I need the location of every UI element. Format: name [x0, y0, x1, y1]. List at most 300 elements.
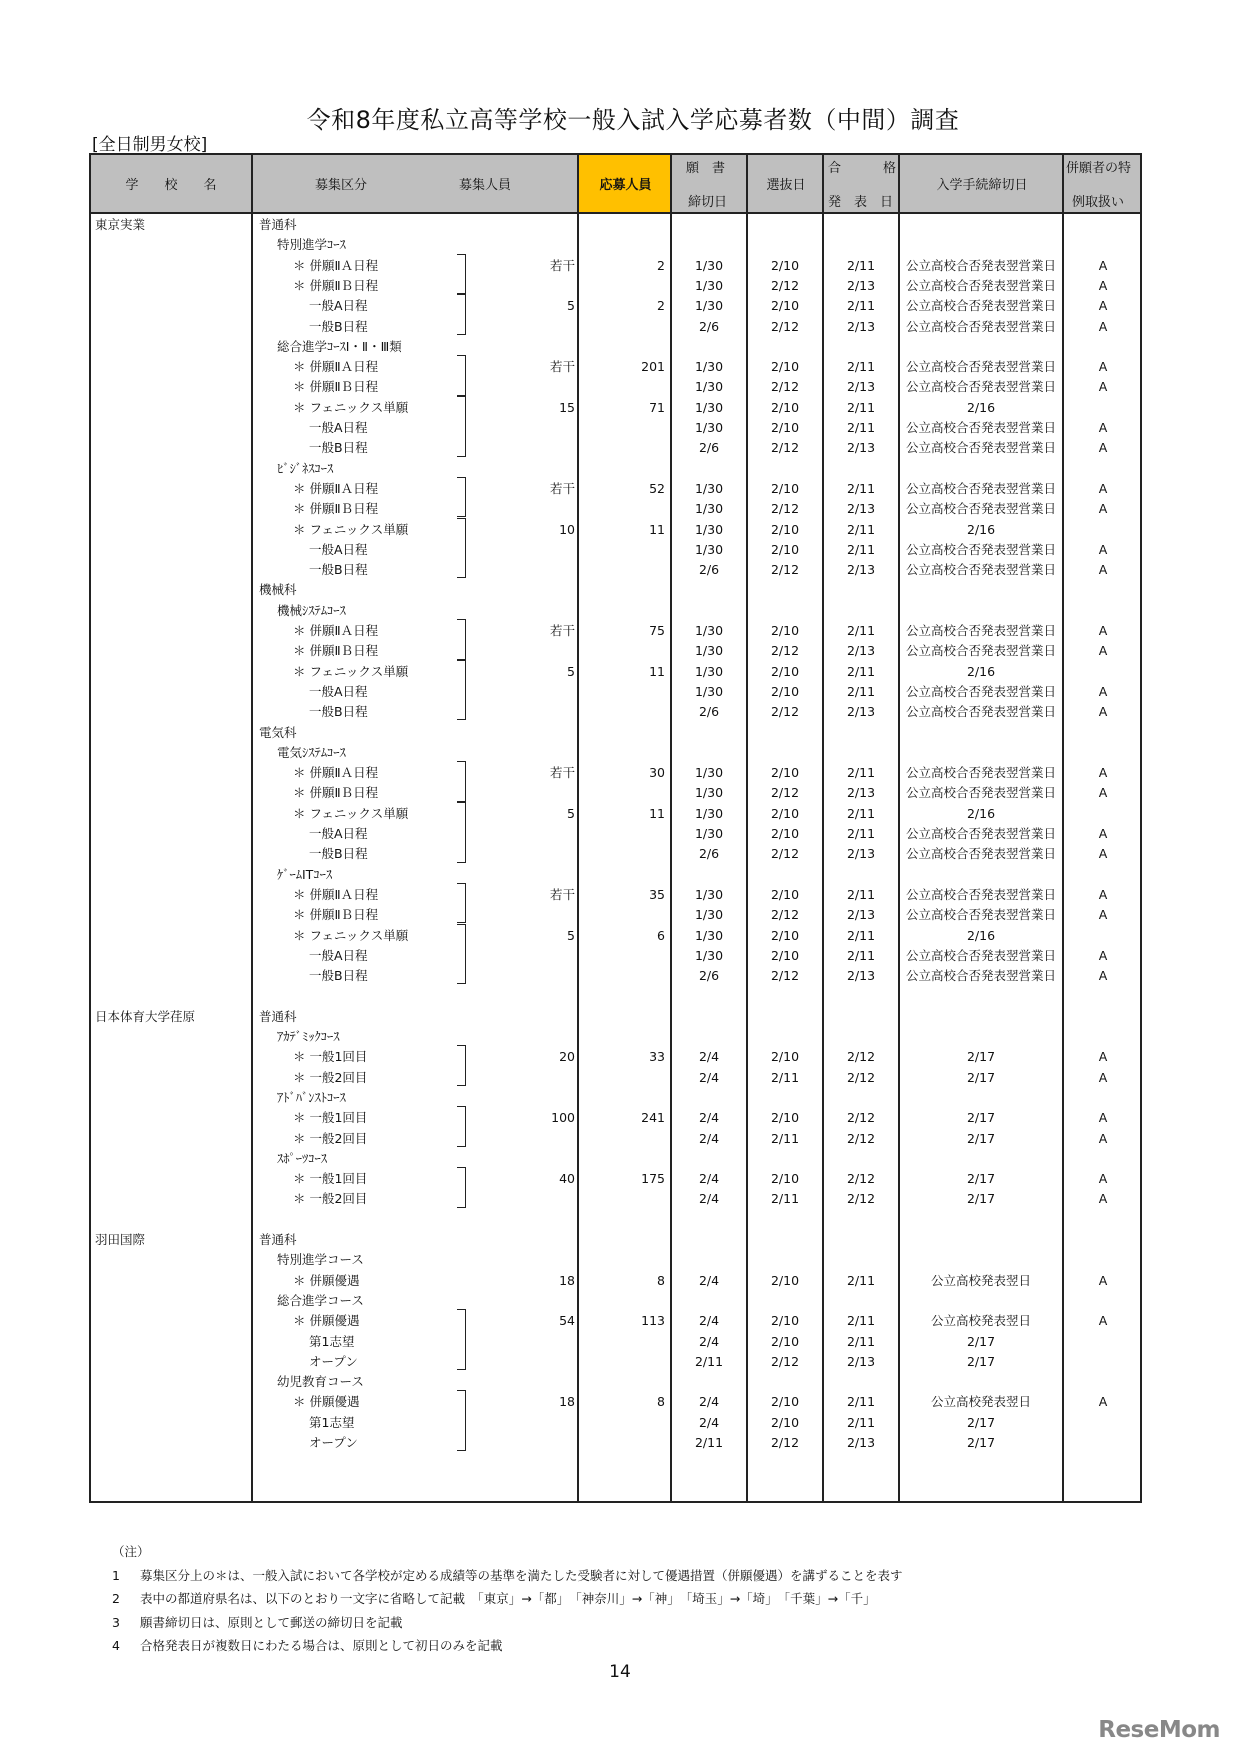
- deadline-cell: 2/4: [698, 1394, 720, 1410]
- deadline-cell: 1/30: [694, 298, 724, 314]
- table-row: [91, 1088, 1140, 1108]
- exam-date-cell: 2/10: [770, 623, 800, 638]
- enroll-deadline-cell: 2/16: [966, 521, 996, 537]
- enroll-deadline-cell: 2/17: [966, 1110, 996, 1126]
- enroll-deadline-cell: 公立高校合否発表翌営業日: [905, 704, 1056, 720]
- enroll-deadline-cell: 公立高校合否発表翌営業日: [905, 765, 1056, 781]
- enroll-deadline-cell: 公立高校合否発表翌営業日: [905, 907, 1056, 923]
- category-label: オープン: [309, 1353, 358, 1369]
- enroll-deadline-cell: 公立高校合否発表翌営業日: [905, 826, 1056, 841]
- category-label: 幼児教育コース: [277, 1374, 364, 1390]
- exam-date-cell: 2/10: [770, 886, 800, 902]
- table-row: [91, 641, 1140, 661]
- exam-date-cell: 2/10: [770, 521, 800, 537]
- deadline-cell: 2/4: [698, 1171, 720, 1187]
- exam-date-cell: 2/10: [770, 947, 800, 963]
- exam-date-cell: 2/10: [770, 1110, 800, 1126]
- applicants-cell: 8: [657, 1272, 665, 1288]
- exam-date-cell: 2/12: [770, 501, 800, 517]
- exam-date-cell: 2/11: [770, 1130, 800, 1146]
- result-date-cell: 2/13: [846, 440, 876, 456]
- quota-cell: 若干: [549, 886, 575, 902]
- group-bracket: [457, 660, 466, 721]
- exam-date-cell: 2/12: [770, 907, 800, 923]
- exam-date-cell: 2/12: [770, 704, 800, 720]
- exam-date-cell: 2/10: [770, 683, 800, 699]
- result-date-cell: 2/11: [846, 541, 876, 557]
- category-label: ｱｶﾃﾞﾐｯｸｺｰｽ: [277, 1029, 340, 1044]
- result-date-cell: 2/13: [846, 501, 876, 517]
- result-date-cell: 2/11: [846, 521, 876, 537]
- category-label: ＊ 併願ⅡＡ日程: [293, 765, 379, 781]
- exam-date-cell: 2/10: [770, 1394, 800, 1410]
- note-item: 3 願書締切日は、原則として郵送の締切日を記載: [112, 1614, 403, 1630]
- applicants-cell: 11: [649, 663, 665, 679]
- result-date-cell: 2/11: [846, 927, 876, 943]
- enroll-deadline-cell: 公立高校合否発表翌営業日: [905, 420, 1056, 435]
- category-label: ＊ 併願ⅡＢ日程: [293, 277, 379, 293]
- deadline-cell: 1/30: [694, 907, 724, 923]
- applicants-cell: 6: [657, 927, 665, 943]
- category-label: 普通科: [259, 217, 297, 232]
- enroll-deadline-cell: 2/17: [966, 1171, 996, 1187]
- special-handling-cell: A: [1098, 257, 1108, 273]
- result-date-cell: 2/11: [846, 257, 876, 273]
- table-row: [91, 1129, 1140, 1149]
- group-bracket: [457, 1309, 466, 1370]
- category-label: 普通科: [259, 1232, 297, 1247]
- deadline-cell: 1/30: [694, 623, 724, 638]
- quota-cell: 若干: [549, 257, 575, 273]
- table-category-label: [全日制男女校]: [92, 135, 208, 155]
- exam-date-cell: 2/10: [770, 805, 800, 821]
- header-enroll-deadline: 入学手続締切日: [936, 178, 1028, 193]
- enroll-deadline-cell: 2/16: [966, 663, 996, 679]
- exam-date-cell: 2/12: [770, 562, 800, 578]
- deadline-cell: 1/30: [694, 826, 724, 841]
- table-row: [91, 702, 1140, 722]
- category-label: ＊ フェニックス単願: [293, 521, 409, 537]
- table-row: [91, 1311, 1140, 1331]
- applicants-cell: 11: [649, 521, 665, 537]
- deadline-cell: 1/30: [694, 257, 724, 273]
- exam-date-cell: 2/10: [770, 1333, 800, 1349]
- deadline-cell: 2/4: [698, 1333, 720, 1349]
- enroll-deadline-cell: 2/17: [966, 1191, 996, 1207]
- result-date-cell: 2/13: [846, 1435, 876, 1450]
- category-label: ＊ 併願ⅡＡ日程: [293, 480, 379, 496]
- category-label: ＊ 一般1回目: [293, 1049, 368, 1065]
- category-label: ＊ 併願ⅡＡ日程: [293, 359, 379, 375]
- header-special-handling: 併願者の特 例取扱い: [1066, 161, 1132, 210]
- result-date-cell: 2/11: [846, 420, 876, 435]
- result-date-cell: 2/12: [846, 1171, 876, 1187]
- enroll-deadline-cell: 2/17: [966, 1069, 996, 1085]
- school-name: 羽田国際: [95, 1232, 146, 1247]
- special-handling-cell: A: [1098, 765, 1108, 781]
- category-label: ﾋﾞｼﾞﾈｽｺｰｽ: [277, 460, 334, 476]
- enroll-deadline-cell: 公立高校合否発表翌営業日: [905, 643, 1056, 659]
- deadline-cell: 1/30: [694, 643, 724, 659]
- header-result-date: 合 格 発 表 日: [828, 161, 896, 210]
- note-item: 1 募集区分上の＊は、一般入試において各学校が定める成績等の基準を満たした受験者に対して優遇措置（併願優遇）を講ずることを表す: [112, 1567, 903, 1583]
- special-handling-cell: A: [1098, 826, 1108, 841]
- group-bracket: [457, 518, 466, 579]
- deadline-cell: 1/30: [694, 399, 724, 415]
- category-label: ＊ 併願ⅡＢ日程: [293, 785, 379, 801]
- category-label: 一般A日程: [309, 683, 368, 699]
- group-bracket: [457, 1390, 466, 1451]
- applicants-cell: 201: [641, 359, 665, 375]
- quota-cell: 若干: [549, 359, 575, 375]
- special-handling-cell: A: [1098, 1313, 1108, 1329]
- result-date-cell: 2/11: [846, 359, 876, 375]
- category-label: 第1志望: [309, 1414, 355, 1430]
- quota-cell: 5: [567, 805, 575, 821]
- deadline-cell: 1/30: [694, 480, 724, 496]
- table-row: [91, 966, 1140, 986]
- deadline-cell: 1/30: [694, 785, 724, 801]
- header-school: 学 校 名: [125, 178, 217, 193]
- special-handling-cell: A: [1098, 562, 1108, 578]
- enroll-deadline-cell: 公立高校発表翌日: [930, 1272, 1031, 1288]
- group-bracket: [457, 924, 466, 985]
- category-label: ＊ フェニックス単願: [293, 663, 409, 679]
- notes: [112, 1540, 903, 1658]
- result-date-cell: 2/12: [846, 1049, 876, 1065]
- table-row: [91, 317, 1140, 337]
- enroll-deadline-cell: 公立高校合否発表翌営業日: [905, 318, 1056, 334]
- category-label: 一般B日程: [309, 440, 368, 456]
- page-title: 令和8年度私立高等学校一般入試入学応募者数（中間）調査: [306, 106, 960, 134]
- enroll-deadline-cell: 公立高校発表翌日: [930, 1313, 1031, 1329]
- table-row: [91, 520, 1140, 540]
- table-row: [91, 621, 1140, 641]
- enroll-deadline-cell: 公立高校発表翌日: [930, 1394, 1031, 1410]
- enroll-deadline-cell: 公立高校合否発表翌営業日: [905, 562, 1056, 578]
- table-row: [91, 1189, 1140, 1209]
- enroll-deadline-cell: 公立高校合否発表翌営業日: [905, 947, 1056, 963]
- deadline-cell: 1/30: [694, 541, 724, 557]
- note-item: 2 表中の都道府県名は、以下のとおり一文字に省略して記載 「東京」→「都」 「神奈川」→「神」 「埼玉」→「埼」 「千葉」→「千」: [112, 1591, 876, 1606]
- exam-date-cell: 2/10: [770, 298, 800, 314]
- special-handling-cell: A: [1098, 541, 1108, 557]
- category-label: 総合進学ｺｰｽⅠ・Ⅱ・Ⅲ類: [277, 338, 402, 354]
- deadline-cell: 1/30: [694, 886, 724, 902]
- enroll-deadline-cell: 公立高校合否発表翌営業日: [905, 623, 1056, 638]
- category-label: ＊ 一般1回目: [293, 1110, 368, 1126]
- enroll-deadline-cell: 2/17: [966, 1333, 996, 1349]
- result-date-cell: 2/11: [846, 886, 876, 902]
- exam-date-cell: 2/12: [770, 440, 800, 456]
- quota-cell: 15: [559, 399, 575, 415]
- enroll-deadline-cell: 公立高校合否発表翌営業日: [905, 683, 1056, 699]
- enroll-deadline-cell: 公立高校合否発表翌営業日: [905, 501, 1056, 517]
- category-label: 一般A日程: [309, 826, 368, 841]
- group-bracket: [457, 254, 466, 295]
- special-handling-cell: A: [1098, 846, 1108, 862]
- quota-cell: 若干: [549, 623, 575, 638]
- special-handling-cell: A: [1098, 1049, 1108, 1065]
- enroll-deadline-cell: 公立高校合否発表翌営業日: [905, 379, 1056, 395]
- category-label: 電気ｼｽﾃﾑｺｰｽ: [277, 744, 346, 760]
- result-date-cell: 2/13: [846, 968, 876, 984]
- enroll-deadline-cell: 公立高校合否発表翌営業日: [905, 785, 1056, 801]
- table-row: [91, 459, 1140, 479]
- deadline-cell: 1/30: [694, 927, 724, 943]
- table-row: [91, 926, 1140, 946]
- table-row: [91, 1392, 1140, 1412]
- table-row: [91, 256, 1140, 276]
- exam-date-cell: 2/11: [770, 1191, 800, 1207]
- special-handling-cell: A: [1098, 318, 1108, 334]
- table-row: [91, 1169, 1140, 1189]
- table-row: [91, 276, 1140, 296]
- enroll-deadline-cell: 2/17: [966, 1130, 996, 1146]
- exam-date-cell: 2/10: [770, 1171, 800, 1187]
- table-row: [91, 580, 1140, 600]
- category-label: ＊ フェニックス単願: [293, 399, 409, 415]
- special-handling-cell: A: [1098, 623, 1108, 638]
- result-date-cell: 2/11: [846, 480, 876, 496]
- special-handling-cell: A: [1098, 277, 1108, 293]
- result-date-cell: 2/13: [846, 643, 876, 659]
- result-date-cell: 2/11: [846, 623, 876, 638]
- applicants-cell: 35: [649, 886, 665, 902]
- enroll-deadline-cell: 2/16: [966, 805, 996, 821]
- deadline-cell: 2/6: [698, 704, 720, 720]
- header-deadline: 願 書 締切日: [686, 161, 728, 210]
- category-label: 総合進学コース: [277, 1292, 364, 1308]
- quota-cell: 5: [567, 927, 575, 943]
- applicants-cell: 2: [657, 257, 665, 273]
- group-bracket: [457, 761, 466, 802]
- group-bracket: [457, 1167, 466, 1208]
- table-row: [91, 296, 1140, 316]
- result-date-cell: 2/13: [846, 277, 876, 293]
- category-label: 一般A日程: [309, 947, 368, 963]
- exam-date-cell: 2/10: [770, 399, 800, 415]
- deadline-cell: 1/30: [694, 663, 724, 679]
- exam-date-cell: 2/12: [770, 643, 800, 659]
- exam-date-cell: 2/10: [770, 663, 800, 679]
- table-row: [91, 499, 1140, 519]
- enroll-deadline-cell: 公立高校合否発表翌営業日: [905, 886, 1056, 902]
- deadline-cell: 1/30: [694, 765, 724, 781]
- quota-cell: 10: [559, 521, 575, 537]
- deadline-cell: 1/30: [694, 277, 724, 293]
- header-applicants: 応募人員: [579, 155, 672, 212]
- deadline-cell: 1/30: [694, 805, 724, 821]
- category-label: 電気科: [259, 724, 297, 740]
- deadline-cell: 1/30: [694, 683, 724, 699]
- deadline-cell: 2/4: [698, 1110, 720, 1126]
- deadline-cell: 2/6: [698, 562, 720, 578]
- special-handling-cell: A: [1098, 1191, 1108, 1207]
- special-handling-cell: A: [1098, 298, 1108, 314]
- special-handling-cell: A: [1098, 420, 1108, 435]
- exam-date-cell: 2/10: [770, 1414, 800, 1430]
- result-date-cell: 2/13: [846, 318, 876, 334]
- table-row: [91, 215, 1140, 235]
- enroll-deadline-cell: 公立高校合否発表翌営業日: [905, 968, 1056, 984]
- table-row: [91, 235, 1140, 255]
- table-row: [91, 398, 1140, 418]
- enroll-deadline-cell: 2/17: [966, 1414, 996, 1430]
- table-row: [91, 662, 1140, 682]
- category-label: 一般B日程: [309, 846, 368, 862]
- category-label: 機械ｼｽﾃﾑｺｰｽ: [277, 602, 346, 618]
- applicants-cell: 175: [641, 1171, 665, 1187]
- deadline-cell: 1/30: [694, 359, 724, 375]
- table-row: [91, 844, 1140, 864]
- result-date-cell: 2/11: [846, 826, 876, 841]
- exam-date-cell: 2/10: [770, 927, 800, 943]
- table-row: [91, 1271, 1140, 1291]
- special-handling-cell: A: [1098, 501, 1108, 517]
- deadline-cell: 2/4: [698, 1069, 720, 1085]
- applicants-cell: 71: [649, 399, 665, 415]
- enroll-deadline-cell: 公立高校合否発表翌営業日: [905, 277, 1056, 293]
- category-label: ｱﾄﾞﾊﾞﾝｽﾄｺｰｽ: [277, 1089, 346, 1105]
- exam-date-cell: 2/10: [770, 765, 800, 781]
- category-label: ＊ 併願ⅡＡ日程: [293, 623, 379, 638]
- category-label: 一般B日程: [309, 318, 368, 334]
- table-row: [91, 1007, 1140, 1027]
- category-label: 一般B日程: [309, 562, 368, 578]
- category-label: ＊ 併願ⅡＡ日程: [293, 257, 379, 273]
- special-handling-cell: A: [1098, 1272, 1108, 1288]
- school-name: 日本体育大学荏原: [95, 1008, 196, 1024]
- result-date-cell: 2/13: [846, 907, 876, 923]
- special-handling-cell: A: [1098, 683, 1108, 699]
- category-label: 特別進学ｺｰｽ: [277, 237, 346, 253]
- category-label: ＊ 併願優遇: [293, 1394, 360, 1410]
- category-label: ｹﾞｰﾑITｺｰｽ: [277, 866, 333, 882]
- category-label: ＊ 併願優遇: [293, 1313, 360, 1329]
- table-row: [91, 479, 1140, 499]
- table-row: [91, 438, 1140, 458]
- category-label: ＊ 一般2回目: [293, 1069, 368, 1085]
- table-row: [91, 1108, 1140, 1128]
- special-handling-cell: A: [1098, 480, 1108, 496]
- table-row: [91, 865, 1140, 885]
- quota-cell: 若干: [549, 765, 575, 781]
- enroll-deadline-cell: 2/17: [966, 1353, 996, 1369]
- result-date-cell: 2/11: [846, 765, 876, 781]
- table-row: [91, 1027, 1140, 1047]
- exam-date-cell: 2/12: [770, 379, 800, 395]
- page-number: 14: [609, 1662, 631, 1682]
- blank-row: [91, 986, 1140, 1006]
- group-bracket: [457, 619, 466, 660]
- table-row: [91, 1068, 1140, 1088]
- exam-date-cell: 2/11: [770, 1069, 800, 1085]
- table-row: [91, 601, 1140, 621]
- enroll-deadline-cell: 公立高校合否発表翌営業日: [905, 480, 1056, 496]
- enroll-deadline-cell: 2/16: [966, 927, 996, 943]
- category-label: 第1志望: [309, 1333, 355, 1349]
- notes-heading: （注）: [112, 1544, 150, 1559]
- result-date-cell: 2/13: [846, 704, 876, 720]
- exam-date-cell: 2/12: [770, 1435, 800, 1450]
- applicants-cell: 241: [641, 1110, 665, 1126]
- result-date-cell: 2/11: [846, 1313, 876, 1329]
- special-handling-cell: A: [1098, 643, 1108, 659]
- header-exam-date: 選抜日: [766, 178, 806, 193]
- result-date-cell: 2/13: [846, 1353, 876, 1369]
- category-label: ｽﾎﾟｰﾂｺｰｽ: [277, 1150, 328, 1166]
- table-row: [91, 1332, 1140, 1352]
- table-row: [91, 783, 1140, 803]
- category-label: ＊ 一般2回目: [293, 1130, 368, 1146]
- special-handling-cell: A: [1098, 440, 1108, 456]
- category-label: ＊ 併願優遇: [293, 1272, 360, 1288]
- category-label: ＊ 併願ⅡＢ日程: [293, 379, 379, 395]
- exam-date-cell: 2/12: [770, 846, 800, 862]
- deadline-cell: 2/4: [698, 1313, 720, 1329]
- exam-date-cell: 2/10: [770, 257, 800, 273]
- header-category: 募集区分: [314, 178, 367, 193]
- enroll-deadline-cell: 2/17: [966, 1435, 996, 1450]
- table-header: [91, 155, 1140, 214]
- quota-cell: 18: [559, 1394, 575, 1410]
- enroll-deadline-cell: 2/16: [966, 399, 996, 415]
- result-date-cell: 2/12: [846, 1110, 876, 1126]
- deadline-cell: 2/6: [698, 440, 720, 456]
- exam-date-cell: 2/12: [770, 785, 800, 801]
- applicants-cell: 2: [657, 298, 665, 314]
- quota-cell: 20: [559, 1049, 575, 1065]
- enroll-deadline-cell: 公立高校合否発表翌営業日: [905, 541, 1056, 557]
- result-date-cell: 2/11: [846, 663, 876, 679]
- exam-date-cell: 2/12: [770, 968, 800, 984]
- table-row: [91, 1372, 1140, 1392]
- table-row: [91, 763, 1140, 783]
- exam-date-cell: 2/10: [770, 480, 800, 496]
- result-date-cell: 2/11: [846, 298, 876, 314]
- deadline-cell: 1/30: [694, 521, 724, 537]
- table-row: [91, 723, 1140, 743]
- special-handling-cell: A: [1098, 1130, 1108, 1146]
- table-row: [91, 540, 1140, 560]
- table-row: [91, 804, 1140, 824]
- deadline-cell: 2/4: [698, 1272, 720, 1288]
- applicants-cell: 30: [649, 765, 665, 781]
- result-date-cell: 2/13: [846, 846, 876, 862]
- table-row: [91, 1433, 1140, 1453]
- applicants-cell: 33: [649, 1049, 665, 1065]
- table-row: [91, 743, 1140, 763]
- group-bracket: [457, 477, 466, 518]
- enroll-deadline-cell: 公立高校合否発表翌営業日: [905, 257, 1056, 273]
- exam-date-cell: 2/10: [770, 420, 800, 435]
- exam-date-cell: 2/10: [770, 1049, 800, 1065]
- quota-cell: 若干: [549, 480, 575, 496]
- special-handling-cell: A: [1098, 1069, 1108, 1085]
- special-handling-cell: A: [1098, 704, 1108, 720]
- category-label: 一般A日程: [309, 298, 368, 314]
- exam-date-cell: 2/10: [770, 1313, 800, 1329]
- category-label: 機械科: [259, 582, 297, 598]
- table-row: [91, 357, 1140, 377]
- special-handling-cell: A: [1098, 379, 1108, 395]
- special-handling-cell: A: [1098, 1110, 1108, 1126]
- group-bracket: [457, 1106, 466, 1147]
- exam-date-cell: 2/10: [770, 826, 800, 841]
- result-date-cell: 2/12: [846, 1191, 876, 1207]
- table-row: [91, 418, 1140, 438]
